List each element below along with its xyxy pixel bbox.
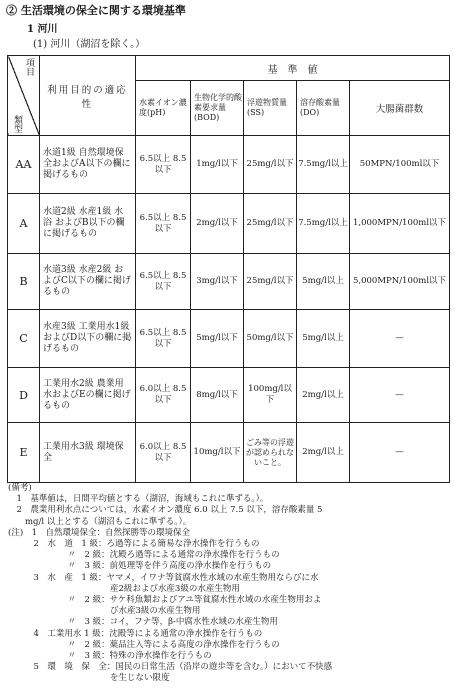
note-line: 2 農業用利水点については，水素イオン濃度 6.0 以上 7.5 以下，溶存酸素量 5 [8, 505, 323, 516]
col-header-bod: 生物化学的酸素要求量(BOD) [191, 81, 244, 136]
standard-header: 基 準 値 [136, 56, 450, 81]
note-line: を生じない限度 [8, 673, 170, 684]
notes-block [8, 483, 448, 685]
coliform-cell: 5,000MPN/100ml以下 [350, 254, 450, 310]
note-line: 〃 2 級：サケ科魚類およびアユ等貧腐水性水域の水産生物用およ [8, 595, 322, 606]
do-cell: 2mg/l以上 [297, 368, 350, 423]
note-line: (注) 1 自然環境保全：自然探勝等の環境保全 [8, 527, 191, 538]
table-row [8, 136, 450, 194]
note-line: 3 水 産 1 級：ヤマメ，イワナ等貧腐水性水域の水産生物用ならびに水 [8, 572, 319, 583]
note-line: 〃 3 級：コイ，フナ等，β-中腐水性水域の水産生物用 [8, 617, 278, 628]
do-cell: 2mg/l以上 [297, 423, 350, 483]
do-cell: 7.5mg/l以上 [297, 136, 350, 194]
use-cell: 水道2級 水産1級 水浴 およびB以下の欄に掲げるもの [40, 194, 136, 254]
do-cell: 7.5mg/l以上 [297, 194, 350, 254]
ss-cell: ごみ等の浮遊が認められないこと。 [244, 423, 297, 483]
note-line: 〃 3 級：特殊の浄水操作を行うもの [8, 651, 212, 662]
class-cell: A [8, 194, 40, 254]
col-header-do: 溶存酸素量(DO) [297, 81, 350, 136]
note-line: び水産3級の水産生物用 [8, 606, 201, 617]
class-cell: C [8, 310, 40, 368]
ph-cell: 6.5以上 8.5以下 [136, 136, 191, 194]
do-cell: 5mg/l以上 [297, 254, 350, 310]
ss-cell: 25mg/l以下 [244, 254, 297, 310]
ph-cell: 6.5以上 8.5以下 [136, 254, 191, 310]
table-row [8, 368, 450, 423]
ss-cell: 25mg/l以下 [244, 194, 297, 254]
heading: ② 生活環境の保全に関する環境基準 [6, 4, 186, 17]
use-cell: 水産3級 工業用水1級 およびD以下の欄に掲げるもの [40, 310, 136, 368]
class-cell: B [8, 254, 40, 310]
ph-cell: 6.0以上 8.5以下 [136, 423, 191, 483]
note-line: 1 基準値は，日間平均値とする（湖沼，海域もこれに準ずる。）。 [8, 494, 269, 505]
note-line: 産2級および水産3級の水産生物用 [8, 583, 240, 594]
use-cell: 水道3級 水産2級 およびC以下の欄に掲げるもの [40, 254, 136, 310]
col-header-ph: 水素イオン濃度(pH) [136, 81, 191, 136]
bod-cell: 2mg/l以下 [191, 194, 244, 254]
environmental-standards-table [7, 55, 450, 483]
use-cell: 工業用水3級 環境保全 [40, 423, 136, 483]
ss-cell: 25mg/l以下 [244, 136, 297, 194]
coliform-cell: 50MPN/100ml以下 [350, 136, 450, 194]
class-cell: E [8, 423, 40, 483]
use-cell: 水道1級 自然環境保全およびA以下の欄に掲げるもの [40, 136, 136, 194]
class-cell: AA [8, 136, 40, 194]
coliform-cell: — [350, 368, 450, 423]
note-line: 〃 2 級：薬品注入等による高度の浄水操作を行うもの [8, 639, 280, 650]
ss-cell: 100mg/l以下 [244, 368, 297, 423]
bod-cell: 1mg/l以下 [191, 136, 244, 194]
bod-cell: 8mg/l以下 [191, 368, 244, 423]
coliform-cell: — [350, 423, 450, 483]
class-cell: D [8, 368, 40, 423]
corner-bottom-label: 類型 [12, 115, 22, 133]
table-row [8, 194, 450, 254]
use-cell: 工業用水2級 農業用水およびEの欄に掲げるもの [40, 368, 136, 423]
table-row [8, 423, 450, 483]
do-cell: 5mg/l以上 [297, 310, 350, 368]
ph-cell: 6.0以上 8.5以下 [136, 368, 191, 423]
table-row [8, 254, 450, 310]
table-row [8, 310, 450, 368]
note-line: 〃 3 級：前処理等を伴う高度の浄水操作を行うもの [8, 561, 272, 572]
col-header-ss: 浮遊物質量(SS) [244, 81, 297, 136]
corner-cell [8, 56, 40, 136]
ss-cell: 50mg/l以下 [244, 310, 297, 368]
section-title: 1 河川 [27, 24, 58, 35]
note-line: 〃 2 級：沈殿ろ過等による通常の浄水操作を行うもの [8, 550, 280, 561]
note-line: 5 環 境 保 全：国民の日常生活（沿岸の遊歩等を含む。）において不快感 [8, 662, 333, 673]
coliform-cell: — [350, 310, 450, 368]
note-line: mg/l 以上とする（湖沼もこれに準ずる。）。 [8, 516, 192, 527]
note-line: 2 水 道 1 級：ろ過等による簡易な浄水操作を行うもの [8, 539, 260, 550]
note-line: 4 工業用水 1 級：沈殿等による通常の浄水操作を行うもの [8, 628, 263, 639]
ph-cell: 6.5以上 8.5以下 [136, 310, 191, 368]
bod-cell: 3mg/l以下 [191, 254, 244, 310]
coliform-cell: 1,000MPN/100ml以下 [350, 194, 450, 254]
ph-cell: 6.5以上 8.5以下 [136, 194, 191, 254]
note-line: (備考) [8, 483, 32, 493]
bod-cell: 10mg/l以下 [191, 423, 244, 483]
corner-top-label: 項目 [24, 58, 34, 76]
subsection-title: (1) 河川（湖沼を除く。） [33, 39, 146, 50]
bod-cell: 5mg/l以下 [191, 310, 244, 368]
purpose-header: 利用目的の適応性 [40, 56, 136, 136]
col-header-coliform: 大腸菌群数 [350, 81, 450, 136]
